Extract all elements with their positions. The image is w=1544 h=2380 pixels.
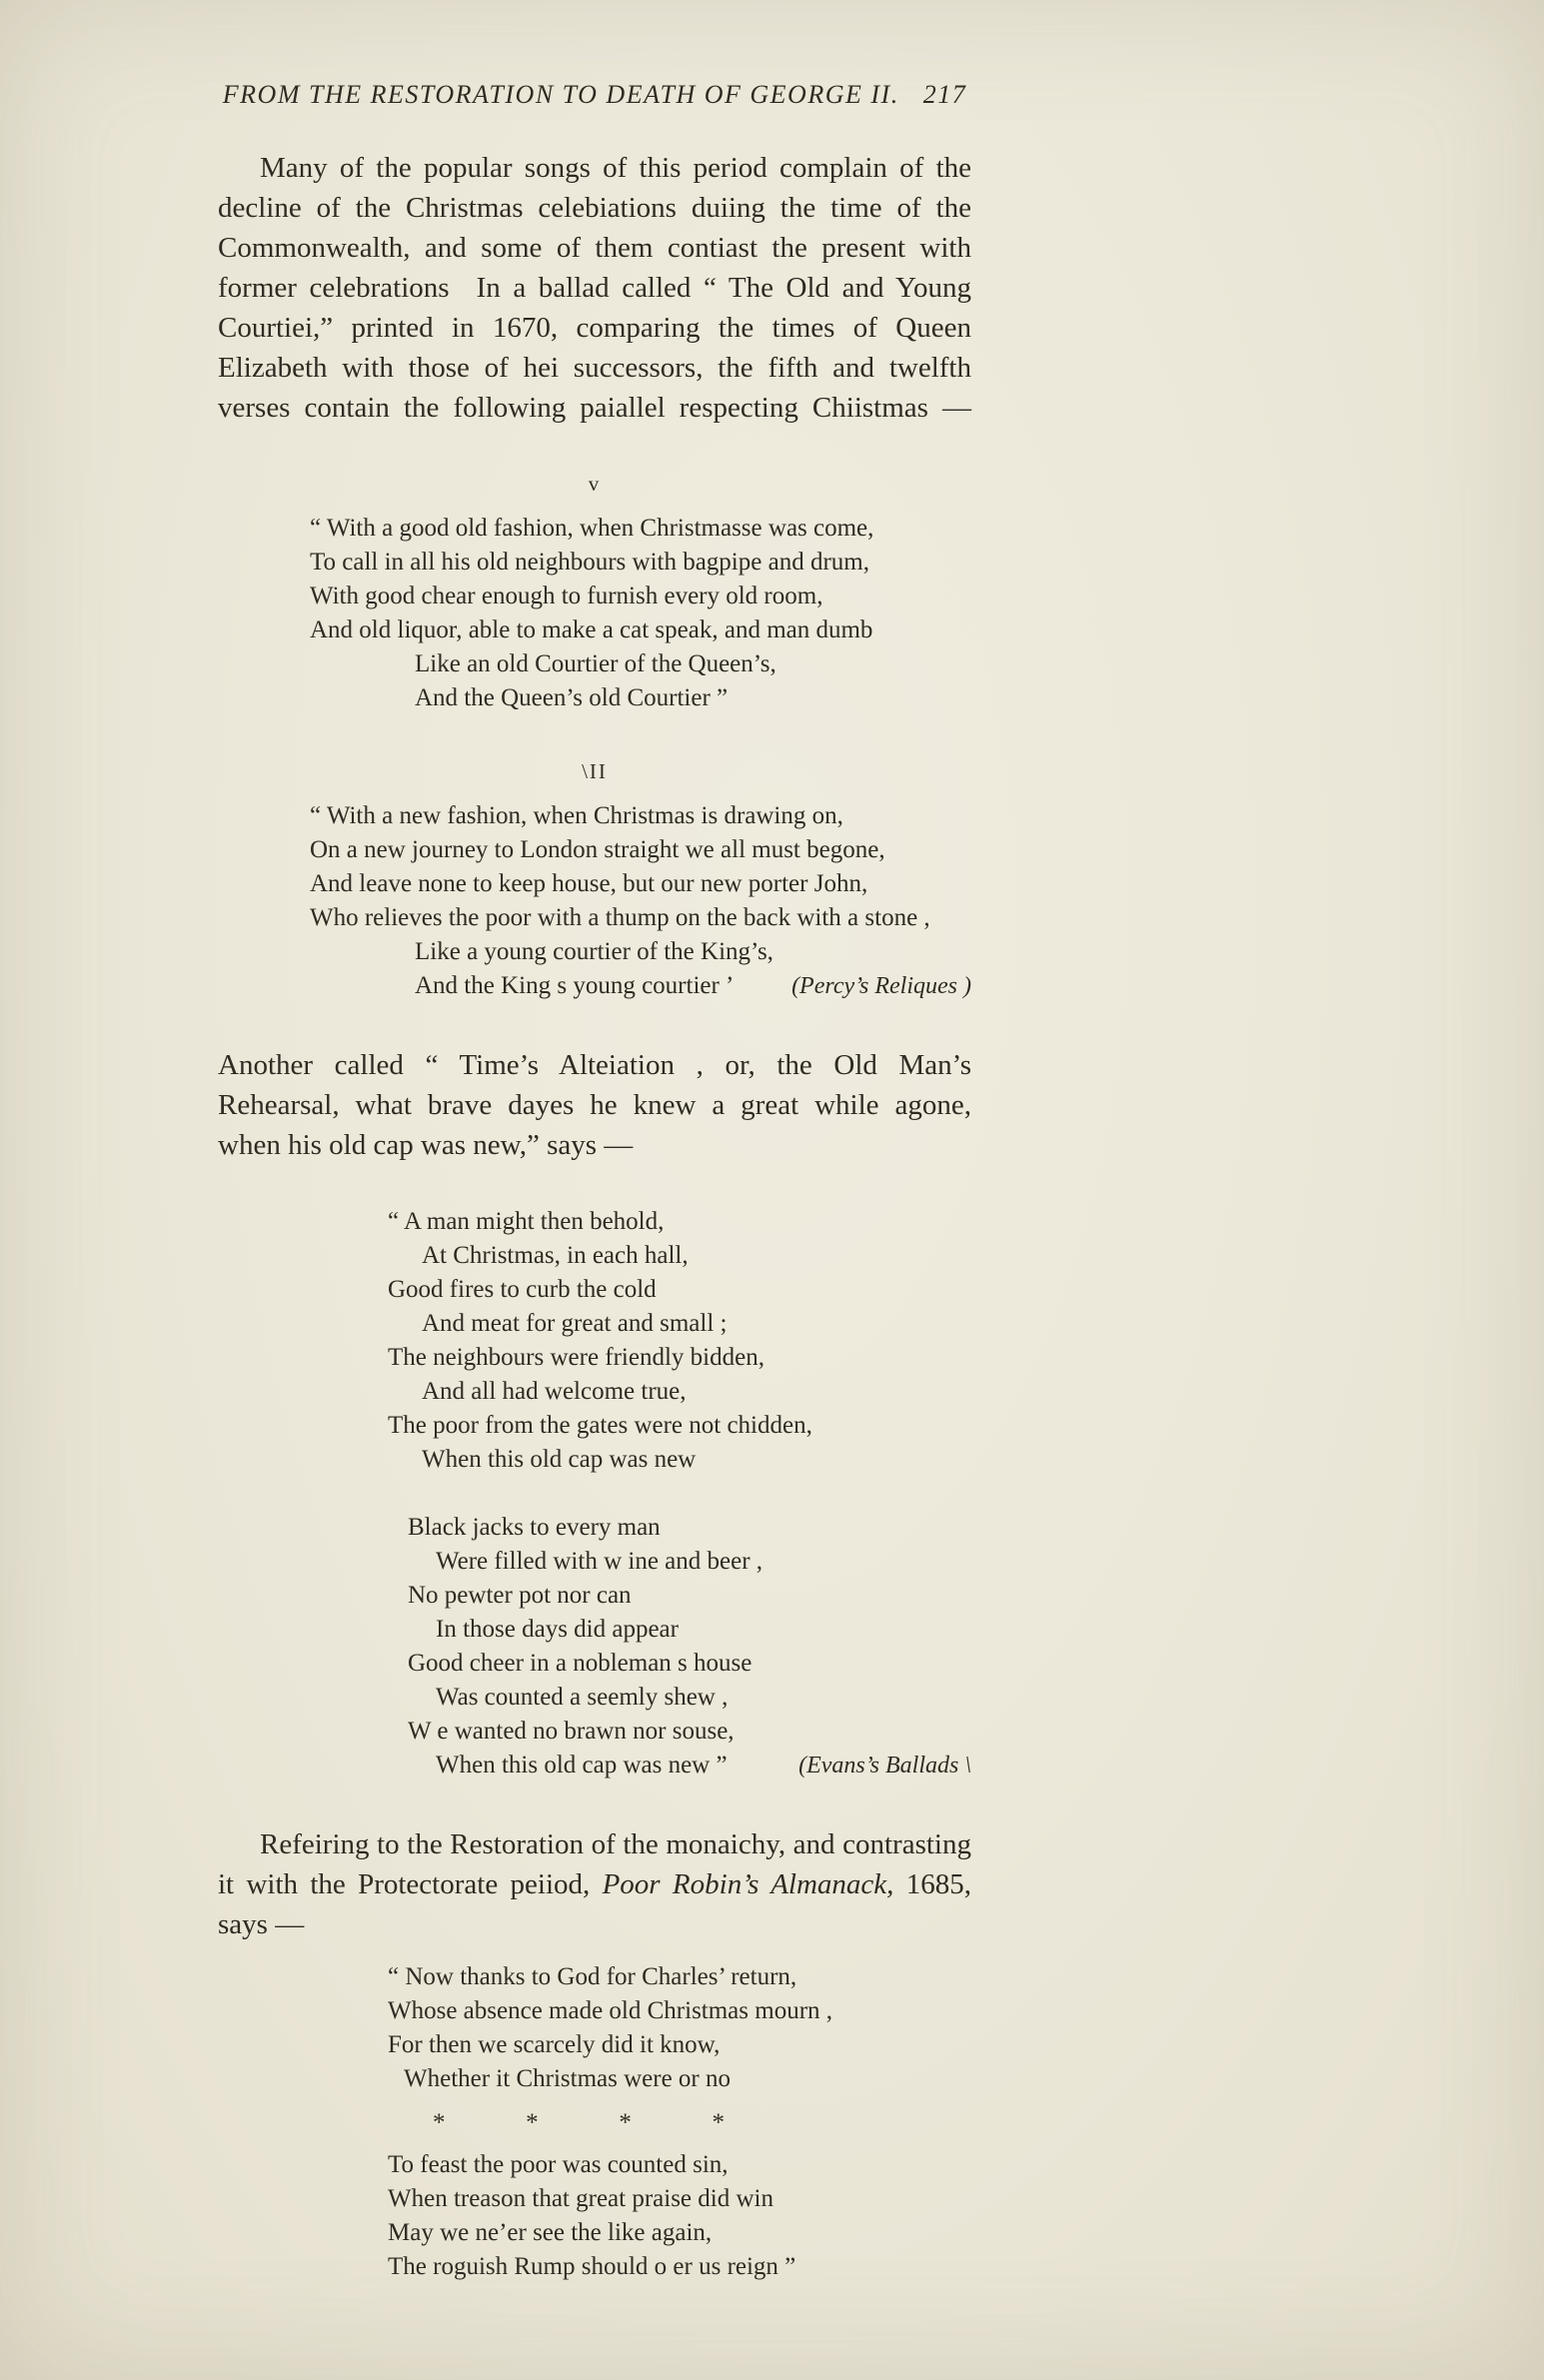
verse-line: Whose absence made old Christmas mourn , xyxy=(388,1997,833,2024)
verse-line: And the Queen’s old Courtier ” xyxy=(415,684,729,711)
verse-line: Was counted a seemly shew , xyxy=(436,1684,729,1711)
verse-number-xii: \II xyxy=(582,759,608,783)
verse-line: To call in all his old neighbours with bagpipe and drum, xyxy=(310,549,869,576)
verse-line: May we ne’er see the like again, xyxy=(388,2219,713,2246)
verse-line: And old liquor, able to make a cat speak, and man dumb xyxy=(310,616,873,643)
verse-line: And meat for great and small ; xyxy=(422,1310,728,1337)
paragraph-line: decline of the Christmas celebiations duiing the time of the xyxy=(218,192,971,224)
paragraph-line: Rehearsal, what brave dayes he knew a great while agone, xyxy=(218,1089,971,1121)
verse-line: “ A man might then behold, xyxy=(388,1208,665,1235)
verse-line: Who relieves the poor with a thump on the back with a stone , xyxy=(310,904,930,931)
verse-line: Whether it Christmas were or no xyxy=(404,2065,731,2092)
asterisk: * xyxy=(712,2109,725,2136)
verse-line: Good fires to curb the cold xyxy=(388,1276,657,1303)
paragraph-line: Elizabeth with those of hei successors, the fifth and twelfth xyxy=(218,352,971,384)
verse-line: On a new journey to London straight we all must begone, xyxy=(310,836,885,863)
paragraph-line xyxy=(218,1864,971,1904)
verse-line: No pewter pot nor can xyxy=(408,1582,632,1609)
verse-line: To feast the poor was counted sin, xyxy=(388,2151,729,2178)
stanza-old-cap-2 xyxy=(408,1511,971,1783)
verse-line: “ Now thanks to God for Charles’ return, xyxy=(388,1963,797,1990)
verse-v xyxy=(310,512,971,715)
source-attribution-evans: (Evans’s Ballads \ xyxy=(798,1753,971,1779)
verse-line: The poor from the gates were not chidden, xyxy=(388,1412,812,1439)
paragraph-line: Refeiring to the Restoration of the monaichy, and contrasting xyxy=(260,1828,971,1860)
verse-xii xyxy=(310,799,971,1003)
verse-line: Good cheer in a nobleman s house xyxy=(408,1650,753,1677)
verse-line: When this old cap was new xyxy=(422,1446,697,1473)
paragraph-line: Courtiei,” printed in 1670, comparing the times of Queen xyxy=(218,312,971,344)
verse-line: In those days did appear xyxy=(436,1616,679,1643)
asterisk-separator xyxy=(433,2106,725,2140)
paragraph-line: Commonwealth, and some of them contiast the present with xyxy=(218,232,971,264)
running-header xyxy=(218,80,971,114)
stanza-poor-robin-1 xyxy=(388,1960,971,2096)
verse-number-v: v xyxy=(588,472,602,496)
verse-line: And all had welcome true, xyxy=(422,1378,687,1405)
verse-line: Were filled with w ine and beer , xyxy=(436,1548,764,1575)
page-content xyxy=(218,80,971,2284)
paragraph-line: Another called “ Time’s Alteiation , or, the Old Man’s xyxy=(218,1049,971,1081)
verse-line: When this old cap was new ” xyxy=(436,1752,728,1779)
source-attribution-percy: (Percy’s Reliques ) xyxy=(791,973,971,999)
verse-line-with-attribution xyxy=(408,1749,971,1783)
paragraph-line: when his old cap was new,” says — xyxy=(218,1129,634,1161)
page-number: 217 xyxy=(922,80,967,109)
verse-line: And leave none to keep house, but our new porter John, xyxy=(310,870,868,897)
running-header-title: FROM THE RESTORATION TO DEATH OF GEORGE II. xyxy=(222,80,899,109)
verse-line: Like an old Courtier of the Queen’s, xyxy=(415,650,776,677)
verse-line-with-attribution xyxy=(310,969,971,1003)
paragraph-line: verses contain the following paiallel respecting Chiistmas — xyxy=(218,392,971,424)
verse-line: For then we scarcely did it know, xyxy=(388,2031,721,2058)
paragraph-segment: it with the Protectorate peiiod, xyxy=(218,1868,603,1900)
stanza-poor-robin-2 xyxy=(388,2148,971,2284)
verse-line: “ With a new fashion, when Christmas is drawing on, xyxy=(310,802,843,829)
verse-line: With good chear enough to furnish every old room, xyxy=(310,583,823,609)
paragraph-1 xyxy=(218,148,971,428)
paragraph-segment: 1685, xyxy=(893,1868,972,1900)
paragraph-line: former celebrations In a ballad called “ The Old and Young xyxy=(218,272,971,304)
paragraph-2 xyxy=(218,1045,971,1165)
verse-line: “ With a good old fashion, when Christmasse was come, xyxy=(310,515,874,542)
verse-line: The neighbours were friendly bidden, xyxy=(388,1344,765,1371)
book-title-italic: Poor Robin’s Almanack, xyxy=(602,1868,894,1900)
stanza-old-cap-1 xyxy=(388,1205,971,1477)
verse-line: At Christmas, in each hall, xyxy=(422,1242,689,1269)
verse-line: W e wanted no brawn nor souse, xyxy=(408,1718,735,1745)
paragraph-line: Many of the popular songs of this period complain of the xyxy=(260,152,971,184)
asterisk: * xyxy=(433,2109,446,2136)
paragraph-line: says — xyxy=(218,1908,305,1940)
asterisk: * xyxy=(619,2109,632,2136)
verse-line: And the King s young courtier ’ xyxy=(415,972,735,999)
asterisk: * xyxy=(526,2109,539,2136)
verse-line: When treason that great praise did win xyxy=(388,2185,773,2212)
verse-line: Black jacks to every man xyxy=(408,1514,661,1541)
paragraph-3 xyxy=(218,1824,971,1944)
verse-line: The roguish Rump should o er us reign ” xyxy=(388,2253,796,2280)
verse-line: Like a young courtier of the King’s, xyxy=(415,938,773,965)
